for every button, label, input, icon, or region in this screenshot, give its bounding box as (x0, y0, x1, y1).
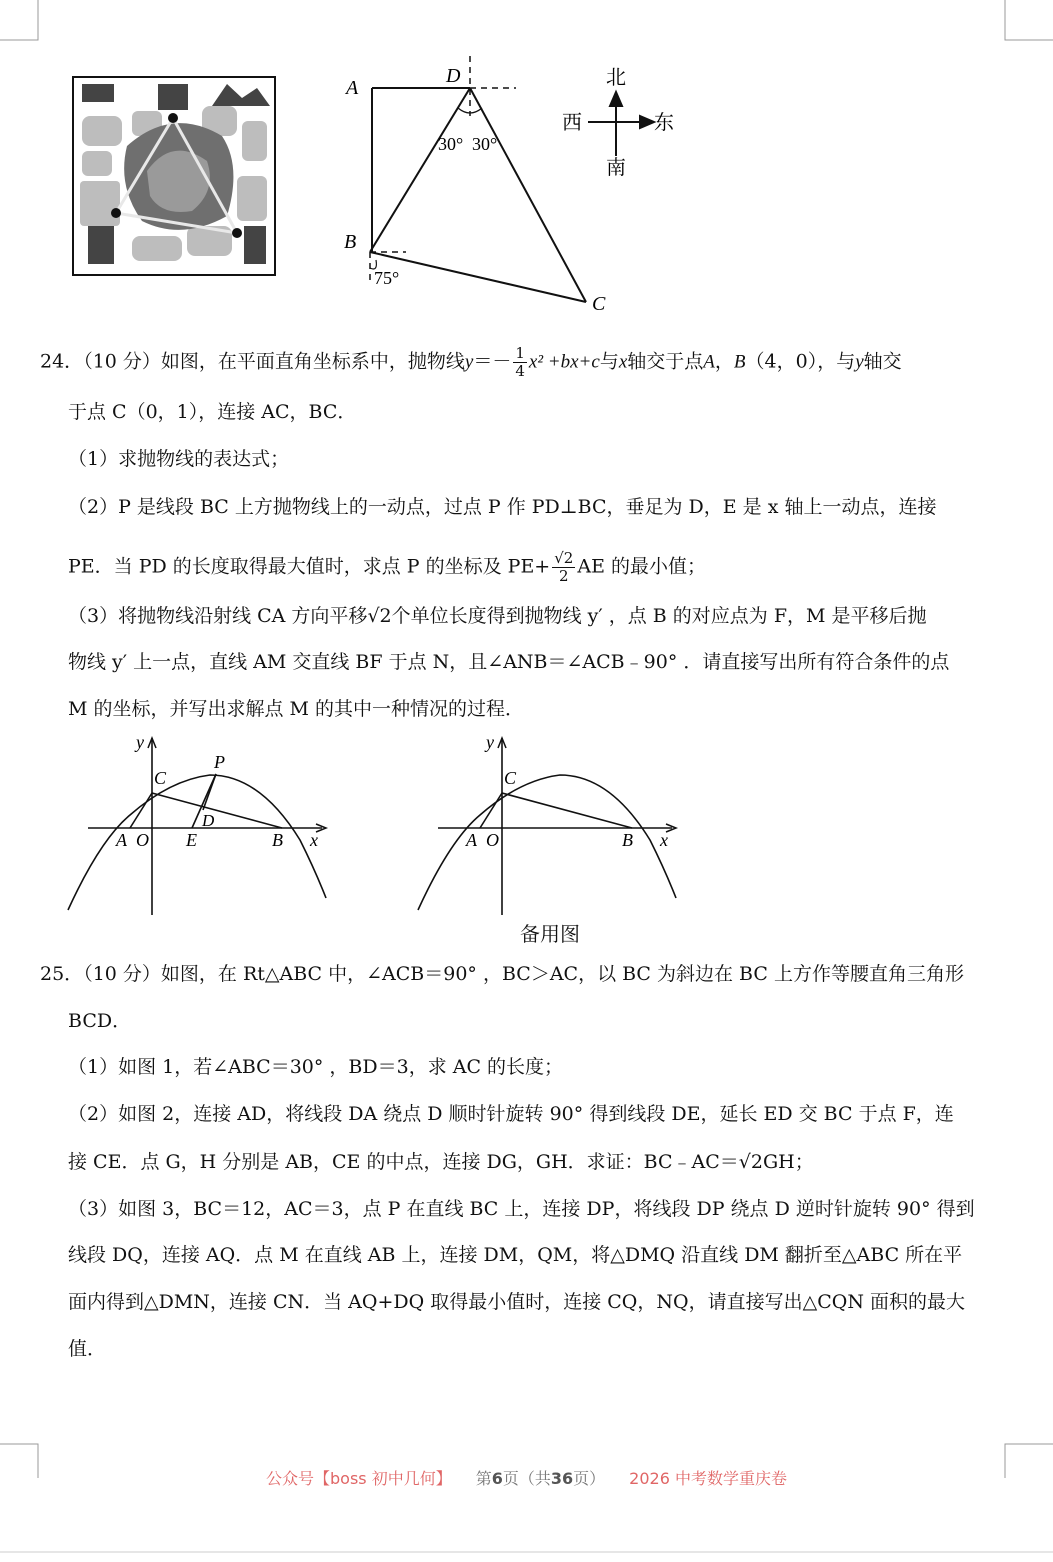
q25-part3-line3: 面内得到△DMN，连接 CN．当 AQ+DQ 取得最小值时，连接 CQ，NQ，请直接写出△CQN 面积的最大 (68, 1291, 965, 1313)
q25-part3-line4: 值． (68, 1338, 107, 1360)
q24-part2-line2 (68, 550, 706, 585)
q25-text: （10 分）如图，在 Rt△ABC 中，∠ACB＝90° ，BC＞AC，以 BC 为斜边在 BC 上方作等腰直角三角形 (83, 963, 964, 985)
q25-p2-text: 接 CE．点 G，H 分别是 AB，CE 的中点，连接 DG，GH．求证：BC﹣AC＝ (68, 1151, 739, 1173)
q24-text5: 轴交 (863, 350, 902, 373)
compass-east: 东 (654, 112, 674, 134)
fig2-c-label: C (504, 768, 517, 788)
fig2-a-label: A (466, 830, 477, 850)
q24-p3-sqrt: √2 (367, 605, 392, 627)
q24-text2: 与 (599, 350, 619, 373)
fig2-x-label: x (660, 830, 668, 850)
point-b-label: B (344, 231, 357, 253)
fig2-o-label: O (486, 830, 499, 850)
map-photo-figure (72, 76, 276, 276)
point-d-label: D (446, 65, 461, 87)
q25-line2: BCD． (68, 1010, 132, 1032)
q24-text3: 轴交于点 (627, 350, 704, 373)
direction-figure (340, 56, 690, 318)
q24-p3-text2: 个单位长度得到抛物线 y′ ，点 B 的对应点为 F，M 是平移后抛 (391, 605, 927, 627)
fig1-e-label: E (186, 830, 197, 850)
point-a-label: A (346, 77, 359, 99)
footer-page: 第6页（共36页） (475, 1469, 606, 1488)
compass-north: 北 (606, 67, 626, 89)
compass-south: 南 (606, 157, 626, 179)
q24-var-b: B (733, 351, 746, 373)
fig2-y-label: y (486, 732, 494, 752)
q24-part2-line1: （2）P 是线段 BC 上方抛物线上的一动点，过点 P 作 PD⊥BC，垂足为 D，E 是 x 轴上一动点，连接 (68, 496, 937, 518)
q24-p2-fraction: $\frac{√2}{2}$ (554, 549, 574, 585)
q24-p2-text: PE．当 PD 的长度取得最大值时，求点 P 的坐标及 PE+ (68, 555, 551, 578)
parabola-figure-1 (60, 730, 340, 920)
q24-part3-line1 (68, 603, 927, 629)
figure-caption: 备用图 (520, 922, 580, 946)
q25-p2-sqrt: √2 (738, 1151, 763, 1173)
fig1-d-label: D (202, 811, 215, 830)
fig1-y-label: y (136, 732, 144, 752)
fig1-p-label: P (214, 752, 225, 772)
q24-var-x: x (618, 351, 628, 373)
fig2-b-label: B (622, 830, 633, 850)
q24-line1 (40, 345, 902, 380)
fig1-a-label: A (116, 830, 127, 850)
fig1-c-label: C (154, 768, 167, 788)
q24-eq: ＝－ (473, 350, 512, 373)
q24-text: 如图，在平面直角坐标系中，抛物线 (160, 350, 465, 373)
q24-p3-text: （3）将抛物线沿射线 CA 方向平移 (68, 605, 368, 627)
footer-right: 2026 中考数学重庆卷 (629, 1469, 787, 1488)
angle-30-right: 30° (472, 134, 498, 154)
compass-west: 西 (562, 112, 582, 134)
footer-left: 公众号【boss 初中几何】 (266, 1469, 452, 1488)
q25-part1: （1）如图 1，若∠ABC＝30° ，BD＝3，求 AC 的长度； (68, 1056, 564, 1078)
q24-part3-line3: M 的坐标，并写出求解点 M 的其中一种情况的过程． (68, 698, 525, 720)
q25-part3-line2: 线段 DQ，连接 AQ．点 M 在直线 AB 上，连接 DM，QM，将△DMQ 沿直线 DM 翻折至△ABC 所在平 (68, 1244, 963, 1266)
q24-var-y: y (464, 351, 474, 373)
fig1-b-label: B (272, 830, 283, 850)
fig1-x-label: x (310, 830, 318, 850)
q25-part3-line1: （3）如图 3，BC＝12，AC＝3，点 P 在直线 BC 上，连接 DP，将线段 DP 绕点 D 逆时针旋转 90° 得到 (68, 1198, 975, 1220)
q24-part1: （1）求抛物线的表达式； (68, 448, 290, 470)
q24-comma: ， (714, 350, 734, 373)
q24-expr: x² +bx+c (528, 351, 600, 373)
q24-line2: 于点 C（0，1），连接 AC，BC． (68, 401, 357, 423)
q24-number: 24． (40, 350, 84, 373)
page-footer (0, 1466, 1053, 1489)
q24-var-a: A (703, 351, 715, 373)
q24-part3-line2: 物线 y′ 上一点，直线 AM 交直线 BF 于点 N，且∠ANB＝∠ACB﹣90° ．请直接写出所有符合条件的点 (68, 651, 950, 673)
q24-fraction: $\frac{1}{4}$ (515, 344, 525, 380)
q25-p2-text2: GH； (762, 1151, 814, 1173)
fig1-o-label: O (136, 830, 149, 850)
point-c-label: C (592, 293, 606, 315)
q24-var-y2: y (855, 351, 864, 373)
q25-part2-line1: （2）如图 2，连接 AD，将线段 DA 绕点 D 顺时针旋转 90° 得到线段 DE，延长 ED 交 BC 于点 F，连 (68, 1103, 954, 1125)
q24-text4: （4，0），与 (745, 350, 856, 373)
q25-number: 25． (40, 963, 84, 985)
angle-30-left: 30° (438, 134, 464, 154)
angle-75: 75° (374, 268, 400, 288)
q24-score: （10 分） (83, 350, 161, 373)
q25-line1 (40, 961, 964, 987)
q25-part2-line2 (68, 1149, 814, 1175)
parabola-figure-2 (410, 730, 690, 920)
q24-p2-text2: AE 的最小值； (577, 555, 706, 578)
